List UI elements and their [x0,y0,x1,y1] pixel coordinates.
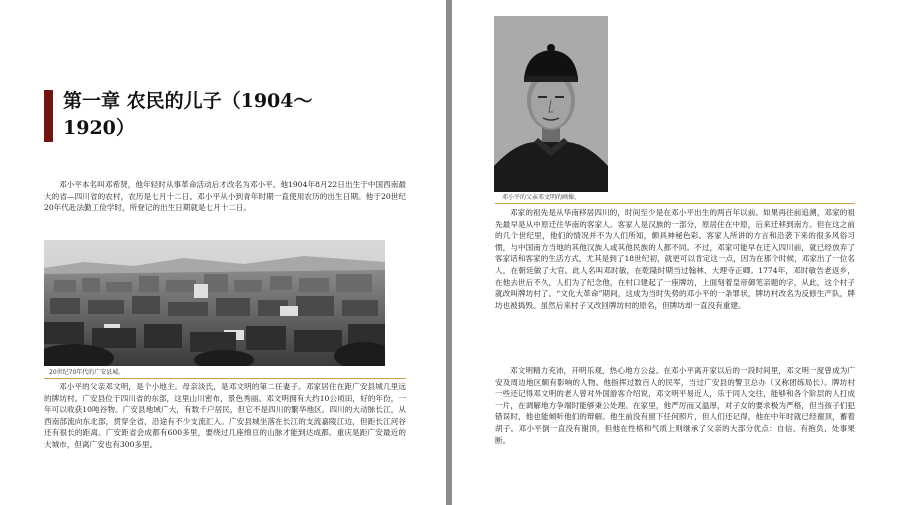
chapter-title-bar [44,90,53,142]
portrait-caption: 邓小平的父亲邓文明的画像。 [502,194,581,201]
city-photo [44,240,385,366]
portrait-photo [494,16,608,192]
paragraph-intro: 邓小平本名叫邓希贤，他年轻时从事革命活动后才改名为邓小平。他1904年8月22日出生于中国西南最大的省—四川省的农村，农历是七月十二日。邓小平从小到青年时期一直使用农历的出生日期。他于20世纪20年代赴法勤工俭学时，所登记的出生日期就是七月十二日。 [44,180,406,213]
city-photo-caption: 20世纪70年代的广安县城。 [49,369,125,376]
portrait-caption-divider [495,203,855,204]
caption-divider [44,378,406,379]
paragraph-ancestry: 邓家的祖先是从华南移居四川的，时间至少是在邓小平出生的两百年以前。如果再往前追溯，邓家的祖先最早是从中原迁往华南的客家人。客家人是汉族的一部分，原居住在中原，后来迁移到南方。但在这之前的几个世纪里，他们的情况并不为人们所知，颇具神秘色彩。客家人所讲的方言和沿袭下来的很多风俗习惯，与中国南方当地的其他汉族人或其他民族的人都不同。不过，邓家可能早在迁入四川前，就已经放弃了客家话和客家的生活方式，尤其是到了18世纪初，就更可以肯定这一点，因为在那个时候，邓家出了一位名人，在朝廷做了大官。此人名叫邓时敏，在乾隆时期当过翰林、大理寺正卿。1774年，邓时敏告老返乡，在他去世后不久，人们为了纪念他，在村口建起了一座牌坊，上面刻着皇帝御笔亲题的字，从此，这个村子就改叫牌坊村了。“文化大革命”期间，这成为当时失势的邓小平的一条罪状，牌坊村改名为反修生产队，牌坊也被捣毁。虽然后来村子又改回牌坊村的原名，但牌坊却一直没有重建。 [495,208,855,310]
paragraph-father: 邓文明精力充沛，开明乐观，热心地方公益。在邓小平离开家以后的一段时间里，邓文明一度曾成为广安及周边地区颇有影响的人物。他指挥过数百人的民军，当过广安县的警卫总办（又称团练局长）。牌坊村一些还记得邓文明的老人曾对外国游客介绍说，邓文明平易近人，乐于同人交往，能够和各个阶层的人打成一片，在调解地方争端时能够秉公处理。在家里，他严厉而又温厚，对子女的要求极为严格，但当孩子们犯错误时，他也能倾听他们的辩解。他生前没有留下任何照片，但人们还记得，他在中年时就已经谢顶，蓄着胡子。邓小平倒一直没有谢顶，但他在性格和气质上则继承了父亲的大部分优点：自信、有抱负、处事果断。 [495,366,855,445]
paragraph-family: 邓小平的父亲邓文明，是个小地主。母亲淡氏，是邓文明的第二任妻子。邓家居住在距广安县城几里远的牌坊村。广安县位于四川省的东部，这里山川密布，景色秀丽。邓文明拥有大约10公顷田，好的年份，一年可以收获10吨谷物。广安县地域广大，有数千户居民，但它不是四川的繁华地区。四川的大动脉长江，从西南部流向东北部，贯穿全省，沿途有不少支流汇入。广安县城坐落在长江的支流嘉陵江边，但距长江河谷还有很长的距离。广安距省会成都有600多里，要绕过几座绵亘的山脉才能到达成都。重庆是距广安最近的大城市，但离广安也有300多里。 [44,382,406,449]
chapter-title: 第一章 农民的儿子（1904～1920） [63,90,313,139]
